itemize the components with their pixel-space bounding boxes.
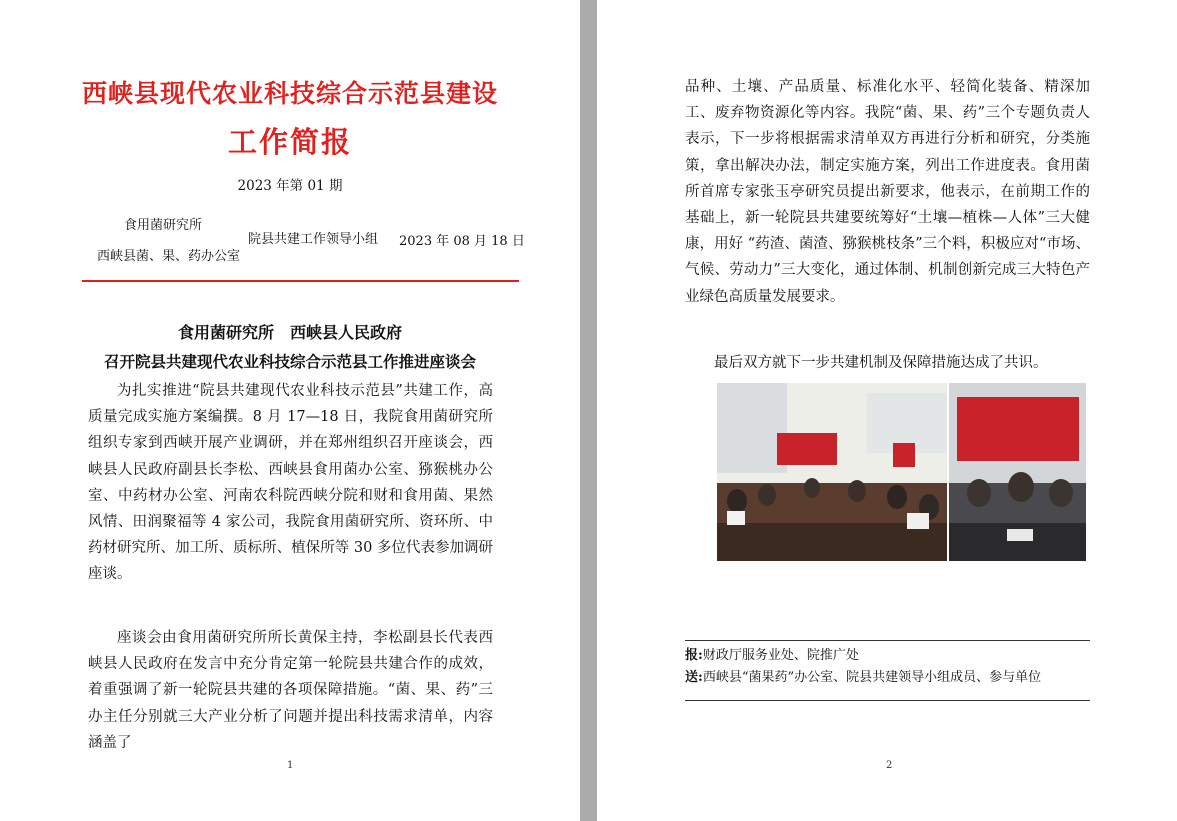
article-title-line2: 召开院县共建现代农业科技综合示范县工作推进座谈会: [103, 352, 476, 371]
issue-date: 2023 年 08 月 18 日: [399, 234, 525, 249]
bulletin-title-line1: 西峡县现代农业科技综合示范县建设: [81, 79, 498, 108]
paragraph-2: 座谈会由食用菌研究所所长黄保主持，李松副县长代表西峡县人民政府在发言中充分肯定第一轮院县共建合作的成效，着重强调了新一轮院县共建的各项保障措施。“菌、果、药”三办主任分别就三大产业分析了问题并提出科技需求清单，内容涵盖了: [88, 630, 493, 751]
article-title-line1: 食用菌研究所 西峡县人民政府: [177, 323, 402, 342]
document-page-1: [0, 0, 580, 821]
send-label: 送:: [685, 670, 703, 685]
distribution-top-rule: [685, 640, 1090, 641]
issue-number: 2023 年第 01 期: [237, 178, 343, 194]
bulletin-title-line2: 工作简报: [227, 125, 352, 159]
report-to-line: [685, 644, 859, 663]
issuer-1: 食用菌研究所: [124, 218, 203, 233]
page-number-1: 1: [287, 760, 294, 771]
meeting-photo-room-drawing: [717, 383, 947, 561]
report-text: 财政厅服务业处、院推广处: [702, 648, 859, 663]
page-number-2: 2: [886, 760, 893, 771]
paragraph-4: 最后双方就下一步共建机制及保障措施达成了共识。: [714, 355, 1048, 371]
paragraph-3: 品种、土壤、产品质量、标准化水平、轻简化装备、精深加工、废弃物资源化等内容。我院“菌、果、药”三个专题负责人表示，下一步将根据需求清单双方再进行分析和研究，分类施策，拿出解决办法，制定实施方案，列出工作进度表。食用菌所首席专家张玉亭研究员提出新要求，他表示，在前期工作的基础上，新一轮院县共建要统筹好“土壤—植株—人体”三大健康，用好 “药渣、菌渣、猕猴桃枝条”三个料，积极应对“市场、气候、劳动力”三大变化，通过体制、机制创新完成三大特色产业绿色高质量发展要求。: [685, 79, 1090, 305]
meeting-photo-speaker-drawing: [949, 383, 1086, 561]
meeting-photo-room: [717, 383, 947, 561]
meeting-photo-speaker: [949, 383, 1086, 561]
send-text: 西峡县“菌果药”办公室、院县共建领导小组成员、参与单位: [702, 670, 1042, 685]
distribution-bottom-rule: [685, 700, 1090, 701]
report-label: 报:: [685, 648, 703, 663]
issuer-3: 院县共建工作领导小组: [248, 232, 379, 247]
document-page-2: [597, 0, 1177, 821]
issuer-2: 西峡县菌、果、药办公室: [97, 249, 241, 264]
paragraph-1: 为扎实推进“院县共建现代农业科技示范县”共建工作，高质量完成实施方案编撰。8 月 17—18 日，我院食用菌研究所组织专家到西峡开展产业调研，并在郑州组织召开座谈会，西峡县人民政府副县长李松、西峡县食用菌办公室、猕猴桃办公室、中药材办公室、河南农科院西峡分院和财和食用菌、果然风情、田润聚福等 4 家公司，我院食用菌研究所、资环所、中药材研究所、加工所、质标所、植保所等 30 多位代表参加调研座谈。: [88, 383, 493, 583]
header-divider: [82, 280, 519, 282]
send-to-line: [685, 666, 1041, 685]
